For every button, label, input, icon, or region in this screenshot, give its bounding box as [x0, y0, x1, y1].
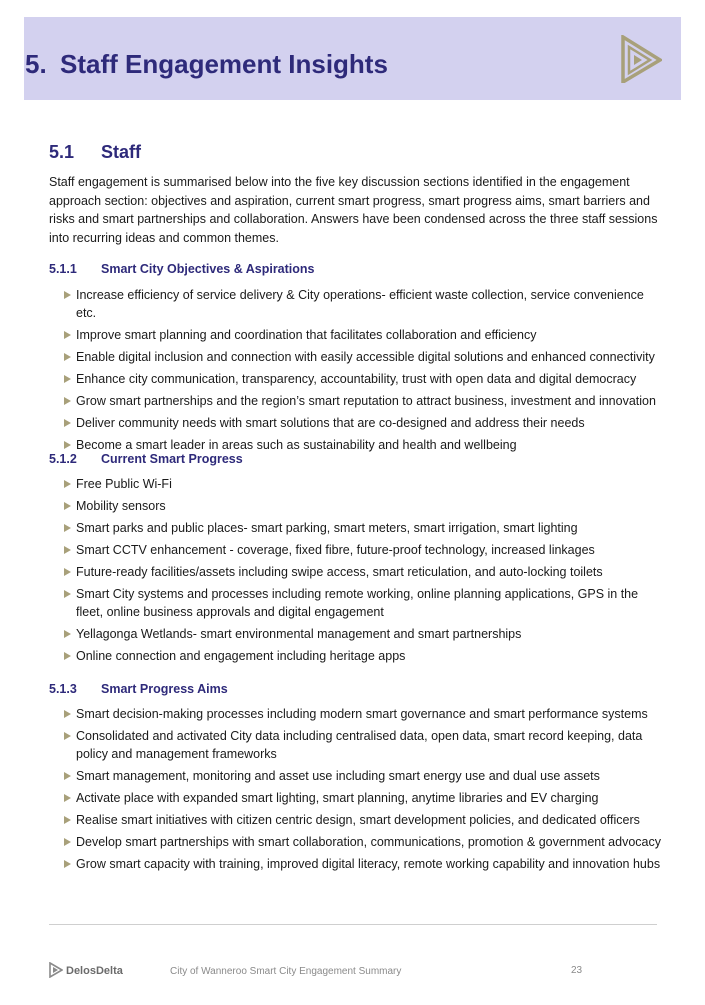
bullet-triangle-icon [64, 838, 71, 846]
list-item: Mobility sensors [49, 497, 663, 515]
bullet-triangle-icon [64, 590, 71, 598]
bullet-triangle-icon [64, 502, 71, 510]
objectives-list [49, 286, 663, 458]
list-item: Consolidated and activated City data including centralised data, open data, smart record keeping, data policy and management frameworks [49, 727, 663, 763]
section-title: Staff [101, 142, 141, 162]
subsection-title: Smart Progress Aims [101, 682, 228, 696]
bullet-triangle-icon [64, 546, 71, 554]
chapter-title-text: Staff Engagement Insights [60, 49, 388, 79]
footer-document-title: City of Wanneroo Smart City Engagement Summary [170, 966, 402, 977]
bullet-triangle-icon [64, 794, 71, 802]
section-intro: Staff engagement is summarised below into the five key discussion sections identified in the engagement approach section: objectives and aspiration, current smart progress, smart progress aims, smart barriers and risks and smart partnerships and collaboration. Answers have been condensed across the three staff sessions into recurring ideas and common themes. [49, 175, 658, 245]
list-item: Grow smart partnerships and the region’s smart reputation to attract business, investment and innovation [49, 392, 663, 410]
bullet-triangle-icon [64, 419, 71, 427]
subsection-title: Smart City Objectives & Aspirations [101, 262, 315, 276]
bullet-triangle-icon [64, 524, 71, 532]
delosdelta-triangle-icon [49, 962, 63, 978]
list-item: Realise smart initiatives with citizen centric design, smart development policies, and dedicated officers [49, 811, 663, 829]
list-item: Yellagonga Wetlands- smart environmental management and smart partnerships [49, 625, 663, 643]
list-item: Improve smart planning and coordination that facilitates collaboration and efficiency [49, 326, 663, 344]
bullet-triangle-icon [64, 732, 71, 740]
list-item: Free Public Wi-Fi [49, 475, 663, 493]
list-item: Smart City systems and processes including remote working, online planning applications, GPS in the fleet, online business approvals and digital engagement [49, 585, 663, 621]
list-item: Smart decision-making processes including modern smart governance and smart performance systems [49, 705, 663, 723]
list-item: Future-ready facilities/assets including swipe access, smart reticulation, and auto-locking toilets [49, 563, 663, 581]
bullet-triangle-icon [64, 816, 71, 824]
list-item: Smart parks and public places- smart parking, smart meters, smart irrigation, smart lighting [49, 519, 663, 537]
footer-logo-text: DelosDelta [66, 965, 123, 977]
bullet-triangle-icon [64, 353, 71, 361]
bullet-triangle-icon [64, 480, 71, 488]
bullet-triangle-icon [64, 710, 71, 718]
list-item: Develop smart partnerships with smart collaboration, communications, promotion & government advocacy [49, 833, 663, 851]
chapter-number: 5. [25, 49, 47, 79]
aims-list [49, 705, 663, 877]
bullet-triangle-icon [64, 331, 71, 339]
list-item: Enhance city communication, transparency, accountability, trust with open data and digital democracy [49, 370, 663, 388]
bullet-triangle-icon [64, 568, 71, 576]
list-item: Become a smart leader in areas such as sustainability and health and wellbeing [49, 436, 663, 454]
subsection-number: 5.1.3 [49, 682, 77, 696]
page-number: 23 [571, 965, 583, 976]
list-item: Online connection and engagement including heritage apps [49, 647, 663, 665]
list-item: Grow smart capacity with training, improved digital literacy, remote working capability and innovation hubs [49, 855, 663, 873]
subsection-heading-objectives [49, 262, 315, 276]
list-item: Enable digital inclusion and connection with easily accessible digital solutions and enhanced connectivity [49, 348, 663, 366]
subsection-number: 5.1.2 [49, 452, 77, 466]
list-item: Smart CCTV enhancement - coverage, fixed fibre, future-proof technology, increased linkages [49, 541, 663, 559]
bullet-triangle-icon [64, 441, 71, 449]
bullet-triangle-icon [64, 772, 71, 780]
list-item: Smart management, monitoring and asset use including smart energy use and dual use assets [49, 767, 663, 785]
footer-divider [49, 924, 657, 925]
subsection-number: 5.1.1 [49, 262, 77, 276]
section-number: 5.1 [49, 142, 75, 162]
deloitte-delta-triangle-icon [620, 35, 662, 83]
section-heading [49, 142, 141, 163]
bullet-triangle-icon [64, 860, 71, 868]
subsection-title: Current Smart Progress [101, 452, 243, 466]
list-item: Deliver community needs with smart solutions that are co-designed and address their needs [49, 414, 663, 432]
bullet-triangle-icon [64, 375, 71, 383]
subsection-heading-progress [49, 452, 243, 466]
bullet-triangle-icon [64, 397, 71, 405]
list-item: Activate place with expanded smart lighting, smart planning, anytime libraries and EV charging [49, 789, 663, 807]
progress-list [49, 475, 663, 669]
list-item: Increase efficiency of service delivery & City operations- efficient waste collection, service convenience etc. [49, 286, 663, 322]
bullet-triangle-icon [64, 652, 71, 660]
subsection-heading-aims [49, 682, 228, 696]
chapter-title [25, 49, 388, 80]
bullet-triangle-icon [64, 630, 71, 638]
bullet-triangle-icon [64, 291, 71, 299]
